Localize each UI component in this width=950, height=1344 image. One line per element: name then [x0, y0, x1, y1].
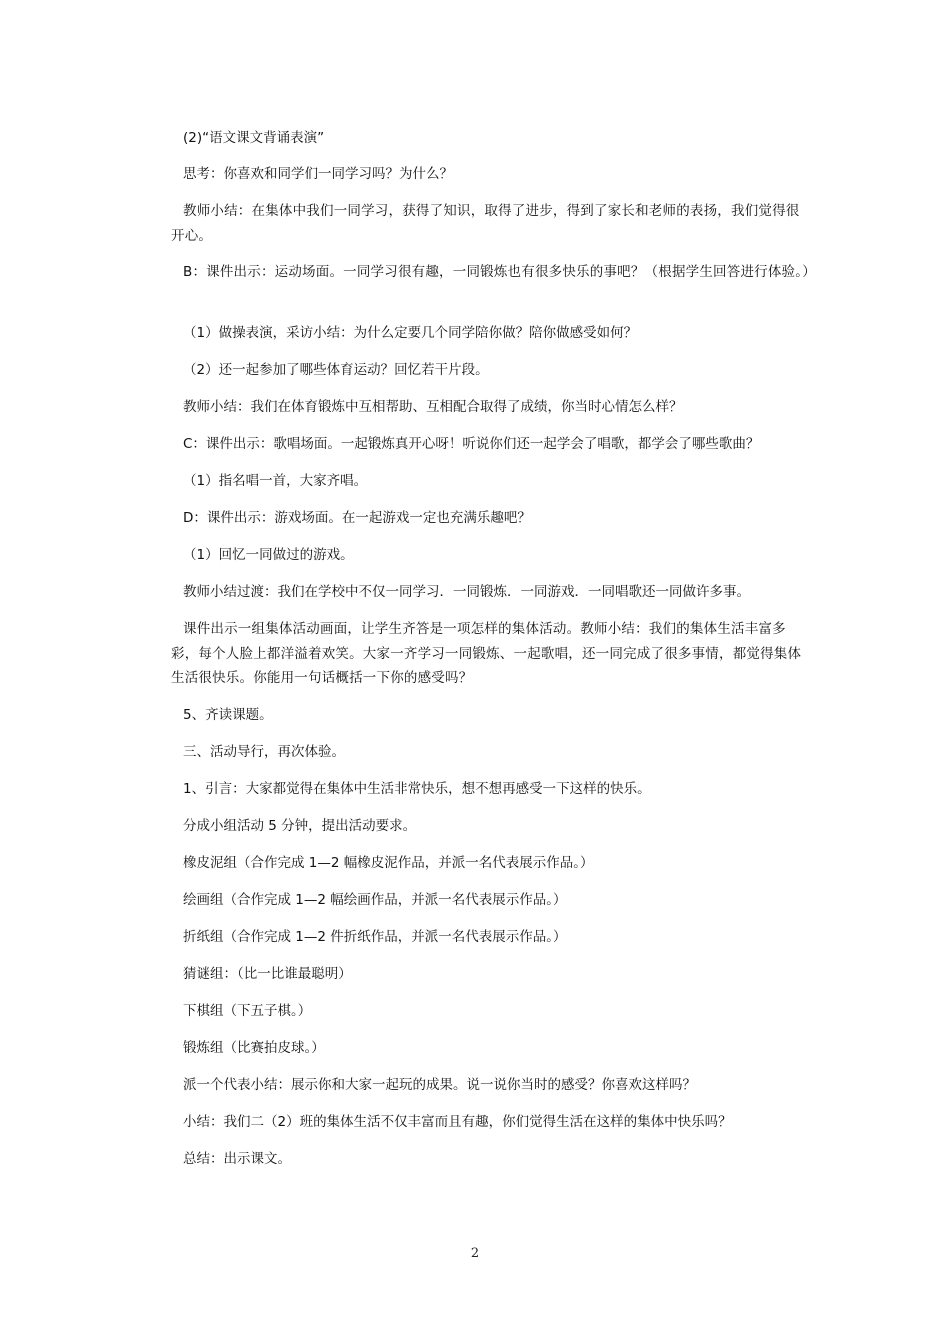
text-line: (2)“语文课文背诵表演”	[183, 130, 325, 146]
text-line: D：课件出示：游戏场面。在一起游戏一定也充满乐趣吧？	[183, 510, 531, 526]
text-line: 5、齐读课题。	[183, 707, 273, 723]
text-paragraph: 教师小结：在集体中我们一同学习，获得了知识，取得了进步，得到了家长和老师的表扬，我们觉得很开心。	[171, 203, 800, 244]
text-line: 思考：你喜欢和同学们一同学习吗？为什么？	[183, 166, 453, 182]
text-line: 三、活动导行，再次体验。	[183, 744, 345, 760]
text-line: （1）指名唱一首，大家齐唱。	[183, 473, 368, 489]
text-line: 折纸组（合作完成 1—2 件折纸作品，并派一名代表展示作品。）	[183, 929, 567, 945]
page-number: 2	[470, 1246, 480, 1261]
text-line: 橡皮泥组（合作完成 1—2 幅橡皮泥作品，并派一名代表展示作品。）	[183, 855, 594, 871]
text-line: 猜谜组：（比一比谁最聪明）	[183, 966, 352, 982]
text-line: （2）还一起参加了哪些体育运动？回忆若干片段。	[183, 362, 489, 378]
text-line: 1、引言：大家都觉得在集体中生活非常快乐，想不想再感受一下这样的快乐。	[183, 781, 651, 797]
text-paragraph: 课件出示一组集体活动画面，让学生齐答是一项怎样的集体活动。教师小结：我们的集体生活丰富多彩，每个人脸上都洋溢着欢笑。大家一齐学习一同锻炼、一起歌唱，还一同完成了很多事情，都觉得集体生活很快乐。你能用一句话概括一下你的感受吗？	[171, 621, 802, 686]
text-paragraph: B：课件出示：运动场面。一同学习很有趣，一同锻炼也有很多快乐的事吧？（根据学生回答进行体验。）	[183, 264, 816, 280]
text-line: 下棋组（下五子棋。）	[183, 1003, 312, 1019]
text-line: 小结：我们二（2）班的集体生活不仅丰富而且有趣，你们觉得生活在这样的集体中快乐吗？	[183, 1114, 732, 1130]
text-line: （1）回忆一同做过的游戏。	[183, 547, 354, 563]
text-line: C：课件出示：歌唱场面。一起锻炼真开心呀！听说你们还一起学会了唱歌，都学会了哪些歌曲？	[183, 436, 760, 452]
text-line: 教师小结过渡：我们在学校中不仅一同学习．一同锻炼．一同游戏．一同唱歌还一同做许多事。	[183, 584, 750, 600]
text-line: 总结：出示课文。	[183, 1151, 291, 1167]
text-line: 绘画组（合作完成 1—2 幅绘画作品，并派一名代表展示作品。）	[183, 892, 567, 908]
text-line: 锻炼组（比赛拍皮球。）	[183, 1040, 325, 1056]
text-line: 派一个代表小结：展示你和大家一起玩的成果。说一说你当时的感受？你喜欢这样吗？	[183, 1077, 696, 1093]
text-line: 教师小结：我们在体育锻炼中互相帮助、互相配合取得了成绩，你当时心情怎么样？	[183, 399, 683, 415]
text-line: 分成小组活动 5 分钟，提出活动要求。	[183, 818, 417, 834]
text-line: （1）做操表演，采访小结：为什么定要几个同学陪你做？陪你做感受如何？	[183, 325, 638, 341]
